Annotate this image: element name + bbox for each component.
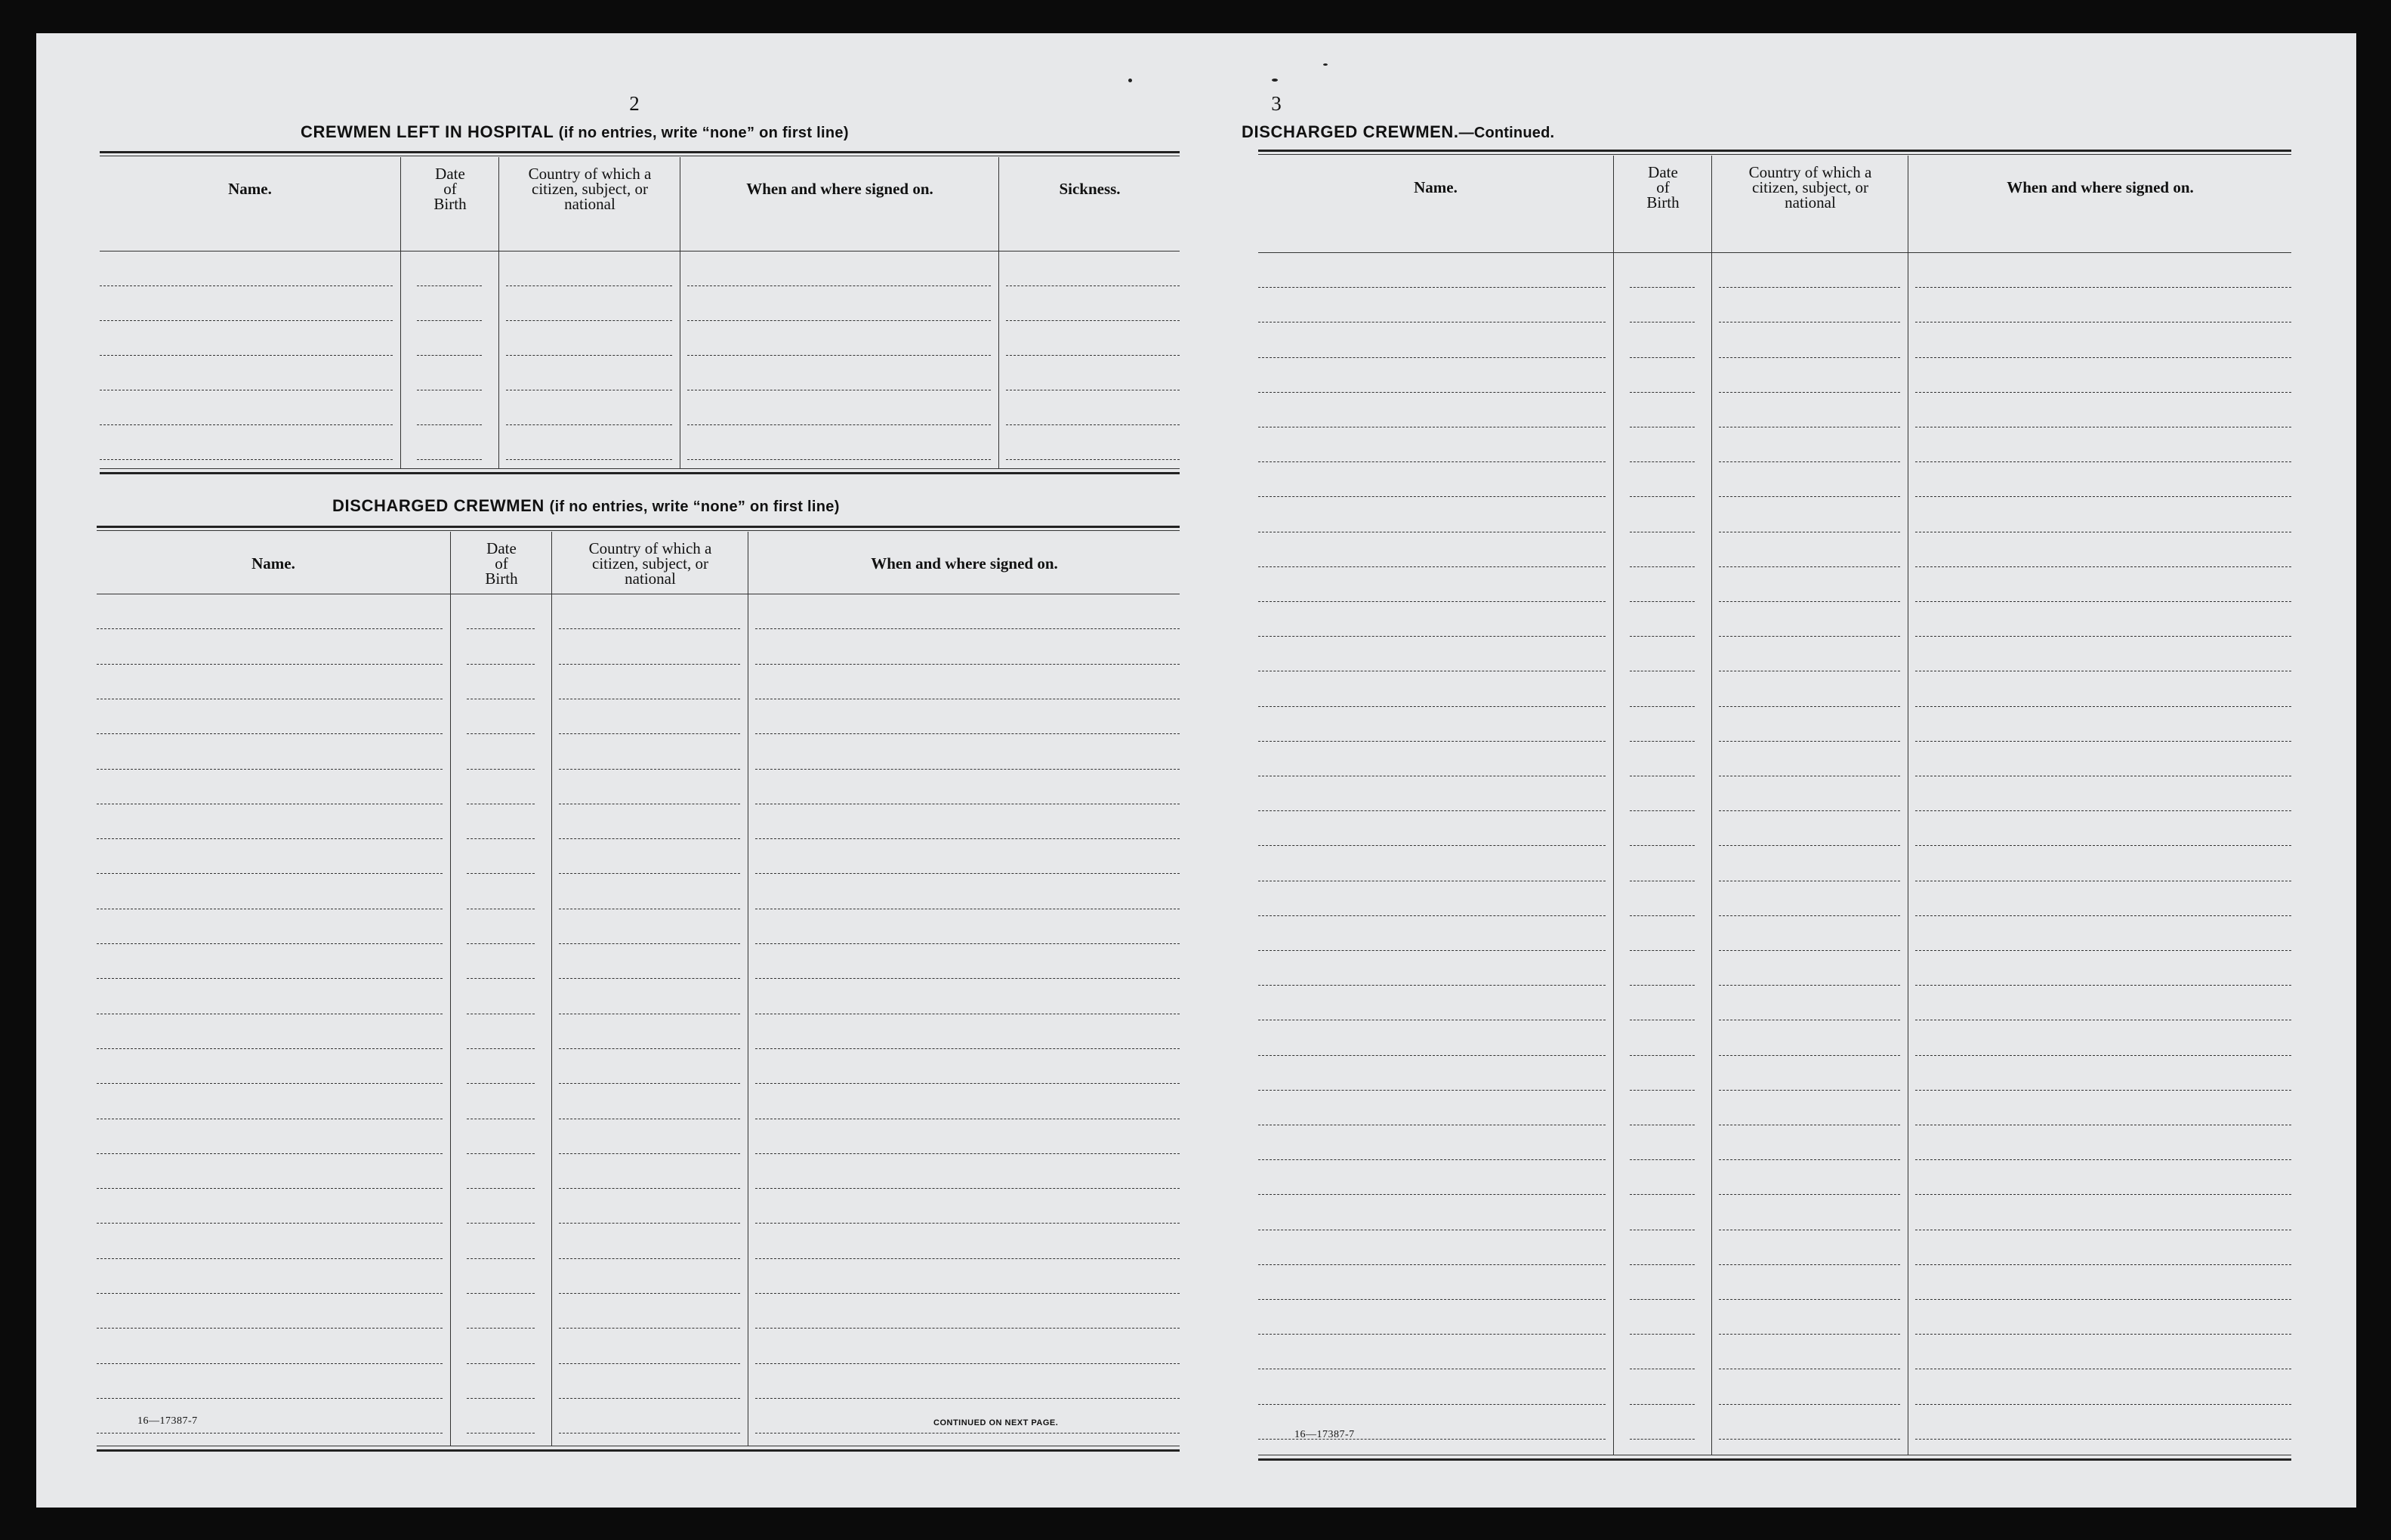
entry-line xyxy=(755,664,1180,665)
column-header-signed-on: When and where signed on. xyxy=(871,554,1058,572)
header-rule xyxy=(100,251,1180,252)
entry-line xyxy=(97,1223,443,1224)
entry-line xyxy=(1258,810,1606,811)
entry-line xyxy=(417,424,482,425)
entry-line xyxy=(1719,357,1900,358)
entry-line xyxy=(559,1328,740,1329)
entry-line xyxy=(97,1258,443,1259)
entry-line xyxy=(1630,810,1695,811)
entry-line xyxy=(97,628,443,629)
entry-line xyxy=(1258,1194,1606,1195)
entry-line xyxy=(559,978,740,979)
entry-line xyxy=(1915,636,2291,637)
entry-line xyxy=(559,1223,740,1224)
entry-line xyxy=(1630,706,1695,707)
entry-line xyxy=(1630,1439,1695,1440)
entry-line xyxy=(467,1188,535,1189)
entry-line xyxy=(1915,496,2291,497)
entry-line xyxy=(1719,287,1900,288)
entry-line xyxy=(1006,459,1180,460)
entry-line xyxy=(559,1083,740,1084)
entry-line xyxy=(97,943,443,944)
entry-line xyxy=(1719,985,1900,986)
entry-line xyxy=(755,943,1180,944)
column-header-country: Country of which a citizen, subject, or national xyxy=(528,165,652,213)
entry-line xyxy=(1915,357,2291,358)
header-rule xyxy=(1258,252,2291,253)
entry-line xyxy=(687,285,991,286)
entry-line xyxy=(1915,1264,2291,1265)
page-number: 3 xyxy=(1271,92,1282,115)
entry-line xyxy=(1258,287,1606,288)
entry-line xyxy=(467,1083,535,1084)
entry-line xyxy=(1258,636,1606,637)
entry-line xyxy=(97,733,443,734)
entry-line xyxy=(1915,950,2291,951)
entry-line xyxy=(1258,1159,1606,1160)
entry-line xyxy=(1719,950,1900,951)
continued-note: CONTINUED ON NEXT PAGE. xyxy=(933,1418,1059,1427)
column-header-sickness: Sickness. xyxy=(1059,180,1121,198)
entry-line xyxy=(97,1083,443,1084)
entry-line xyxy=(1258,1264,1606,1265)
entry-line xyxy=(100,424,393,425)
entry-line xyxy=(687,459,991,460)
entry-line xyxy=(467,1398,535,1399)
entry-line xyxy=(1006,285,1180,286)
page-number: 2 xyxy=(629,92,640,115)
entry-line xyxy=(559,1188,740,1189)
entry-line xyxy=(1719,636,1900,637)
discharged-continued-title-text: DISCHARGED CREWMEN. xyxy=(1242,122,1459,141)
entry-line xyxy=(1719,1055,1900,1056)
entry-line xyxy=(1006,320,1180,321)
column-header-name: Name. xyxy=(228,180,272,198)
entry-line xyxy=(506,285,672,286)
entry-line xyxy=(1719,322,1900,323)
entry-line xyxy=(1719,706,1900,707)
entry-line xyxy=(1719,1090,1900,1091)
entry-line xyxy=(1630,322,1695,323)
entry-line xyxy=(755,1398,1180,1399)
entry-line xyxy=(467,1433,535,1434)
entry-line xyxy=(1719,1334,1900,1335)
table-rule xyxy=(97,530,1180,531)
entry-line xyxy=(1006,424,1180,425)
entry-line xyxy=(755,769,1180,770)
entry-line xyxy=(755,1433,1180,1434)
entry-line xyxy=(1915,845,2291,846)
column-divider xyxy=(1613,156,1614,1455)
entry-line xyxy=(1258,706,1606,707)
entry-line xyxy=(1915,915,2291,916)
entry-line xyxy=(417,355,482,356)
paper-speck xyxy=(1272,79,1278,82)
entry-line xyxy=(1630,461,1695,462)
entry-line xyxy=(1915,706,2291,707)
entry-line xyxy=(1630,496,1695,497)
table-rule xyxy=(100,472,1180,474)
entry-line xyxy=(1630,985,1695,986)
column-header-name: Name. xyxy=(251,554,295,572)
column-header-dob: Date of Birth xyxy=(1646,163,1680,211)
entry-line xyxy=(1719,1439,1900,1440)
entry-line xyxy=(1719,741,1900,742)
table-rule xyxy=(1258,154,2291,155)
entry-line xyxy=(97,1153,443,1154)
entry-line xyxy=(1915,322,2291,323)
form-number: 16—17387-7 xyxy=(137,1415,198,1427)
continued-label: —Continued. xyxy=(1458,125,1555,141)
entry-line xyxy=(687,320,991,321)
column-header-country: Country of which a citizen, subject, or national xyxy=(1748,163,1872,211)
entry-line xyxy=(559,873,740,874)
right-page xyxy=(1196,33,2356,1508)
entry-line xyxy=(467,1153,535,1154)
entry-line xyxy=(1258,950,1606,951)
left-page xyxy=(36,33,1196,1508)
paper-speck xyxy=(1128,79,1132,82)
entry-line xyxy=(97,1363,443,1364)
entry-line xyxy=(100,459,393,460)
entry-line xyxy=(97,1188,443,1189)
entry-line xyxy=(1258,1299,1606,1300)
entry-line xyxy=(755,1083,1180,1084)
entry-line xyxy=(1258,392,1606,393)
column-header-country: Country of which a citizen, subject, or national xyxy=(588,539,712,588)
entry-line xyxy=(467,978,535,979)
entry-line xyxy=(467,628,535,629)
entry-line xyxy=(755,1363,1180,1364)
entry-line xyxy=(97,873,443,874)
entry-line xyxy=(1630,1404,1695,1405)
entry-line xyxy=(97,769,443,770)
entry-line xyxy=(755,1293,1180,1294)
entry-line xyxy=(1258,601,1606,602)
entry-line xyxy=(467,1258,535,1259)
discharged-section-title xyxy=(332,496,840,516)
entry-line xyxy=(1915,287,2291,288)
entry-line xyxy=(755,1223,1180,1224)
entry-line xyxy=(417,320,482,321)
entry-line xyxy=(467,1363,535,1364)
entry-line xyxy=(755,733,1180,734)
entry-line xyxy=(1630,741,1695,742)
entry-line xyxy=(1915,810,2291,811)
entry-line xyxy=(1719,1264,1900,1265)
entry-line xyxy=(559,1363,740,1364)
column-divider xyxy=(1711,156,1712,1455)
column-header-name: Name. xyxy=(1414,178,1458,196)
entry-line xyxy=(1915,1439,2291,1440)
column-divider xyxy=(400,157,401,468)
entry-line xyxy=(1915,1055,2291,1056)
entry-line xyxy=(1630,392,1695,393)
entry-line xyxy=(467,733,535,734)
entry-line xyxy=(559,733,740,734)
entry-line xyxy=(1630,845,1695,846)
entry-line xyxy=(97,664,443,665)
entry-line xyxy=(97,1328,443,1329)
hospital-title-text: CREWMEN LEFT IN HOSPITAL xyxy=(301,122,554,141)
entry-line xyxy=(1915,566,2291,567)
entry-line xyxy=(1915,1194,2291,1195)
column-divider xyxy=(450,532,451,1446)
entry-line xyxy=(1719,1159,1900,1160)
entry-line xyxy=(755,1258,1180,1259)
entry-line xyxy=(559,943,740,944)
paper-speck xyxy=(1323,63,1328,66)
entry-line xyxy=(1630,287,1695,288)
entry-line xyxy=(755,978,1180,979)
entry-line xyxy=(1258,566,1606,567)
entry-line xyxy=(97,1433,443,1434)
entry-line xyxy=(559,1293,740,1294)
entry-line xyxy=(1915,1299,2291,1300)
entry-line xyxy=(467,1048,535,1049)
entry-line xyxy=(1719,845,1900,846)
discharged-title-text: DISCHARGED CREWMEN xyxy=(332,496,545,515)
entry-line xyxy=(755,1153,1180,1154)
entry-line xyxy=(755,873,1180,874)
entry-line xyxy=(559,664,740,665)
entry-line xyxy=(97,1398,443,1399)
entry-line xyxy=(559,628,740,629)
entry-line xyxy=(467,873,535,874)
entry-line xyxy=(559,1398,740,1399)
column-divider xyxy=(998,157,999,468)
entry-line xyxy=(1630,1090,1695,1091)
entry-line xyxy=(687,355,991,356)
entry-line xyxy=(755,1048,1180,1049)
entry-line xyxy=(1719,1404,1900,1405)
entry-line xyxy=(1258,741,1606,742)
table-rule xyxy=(100,151,1180,153)
hospital-instruction: (if no entries, write “none” on first line) xyxy=(558,125,849,141)
entry-line xyxy=(1630,601,1695,602)
table-rule xyxy=(1258,1458,2291,1461)
entry-line xyxy=(755,628,1180,629)
entry-line xyxy=(417,459,482,460)
entry-line xyxy=(1915,985,2291,986)
hospital-section-title xyxy=(301,122,849,142)
entry-line xyxy=(1630,357,1695,358)
discharged-continued-title xyxy=(1242,122,1554,142)
entry-line xyxy=(97,838,443,839)
entry-line xyxy=(467,838,535,839)
entry-line xyxy=(1915,741,2291,742)
entry-line xyxy=(1719,601,1900,602)
entry-line xyxy=(506,355,672,356)
entry-line xyxy=(1006,355,1180,356)
entry-line xyxy=(506,424,672,425)
column-header-dob: Date of Birth xyxy=(485,539,518,588)
entry-line xyxy=(1719,1194,1900,1195)
entry-line xyxy=(1915,1404,2291,1405)
entry-line xyxy=(1258,1404,1606,1405)
entry-line xyxy=(1630,1055,1695,1056)
entry-line xyxy=(1719,566,1900,567)
entry-line xyxy=(1630,1159,1695,1160)
entry-line xyxy=(506,459,672,460)
entry-line xyxy=(417,285,482,286)
entry-line xyxy=(1915,1334,2291,1335)
entry-line xyxy=(467,1223,535,1224)
entry-line xyxy=(1258,985,1606,986)
column-header-dob: Date of Birth xyxy=(433,165,467,213)
entry-line xyxy=(1630,566,1695,567)
entry-line xyxy=(1915,601,2291,602)
entry-line xyxy=(559,1258,740,1259)
form-number: 16—17387-7 xyxy=(1294,1429,1355,1440)
entry-line xyxy=(1915,392,2291,393)
column-divider xyxy=(551,532,552,1446)
entry-line xyxy=(687,424,991,425)
entry-line xyxy=(1719,1299,1900,1300)
entry-line xyxy=(559,1153,740,1154)
entry-line xyxy=(755,1328,1180,1329)
entry-line xyxy=(1258,915,1606,916)
discharged-table xyxy=(97,526,1180,1449)
entry-line xyxy=(559,1433,740,1434)
entry-line xyxy=(467,1328,535,1329)
entry-line xyxy=(97,978,443,979)
entry-line xyxy=(1915,461,2291,462)
entry-line xyxy=(1258,1055,1606,1056)
discharged-continued-table xyxy=(1258,150,2291,1462)
entry-line xyxy=(97,1293,443,1294)
entry-line xyxy=(1258,357,1606,358)
entry-line xyxy=(755,838,1180,839)
column-divider xyxy=(498,157,499,468)
entry-line xyxy=(1258,845,1606,846)
entry-line xyxy=(559,1048,740,1049)
entry-line xyxy=(467,943,535,944)
table-rule xyxy=(97,1449,1180,1452)
entry-line xyxy=(100,285,393,286)
entry-line xyxy=(1630,915,1695,916)
entry-line xyxy=(559,838,740,839)
entry-line xyxy=(467,769,535,770)
entry-line xyxy=(1258,322,1606,323)
entry-line xyxy=(1258,1334,1606,1335)
column-header-signed-on: When and where signed on. xyxy=(746,180,933,198)
entry-line xyxy=(467,664,535,665)
entry-line xyxy=(1630,1264,1695,1265)
table-rule xyxy=(97,526,1180,528)
entry-line xyxy=(1258,496,1606,497)
entry-line xyxy=(100,320,393,321)
entry-line xyxy=(1915,1159,2291,1160)
entry-line xyxy=(100,355,393,356)
entry-line xyxy=(1258,1090,1606,1091)
entry-line xyxy=(1630,1299,1695,1300)
entry-line xyxy=(1719,810,1900,811)
hospital-table xyxy=(100,151,1180,476)
entry-line xyxy=(1630,950,1695,951)
entry-line xyxy=(1630,1334,1695,1335)
entry-line xyxy=(467,1293,535,1294)
entry-line xyxy=(1719,461,1900,462)
entry-line xyxy=(1630,1194,1695,1195)
entry-line xyxy=(1719,392,1900,393)
entry-line xyxy=(1258,461,1606,462)
discharged-instruction: (if no entries, write “none” on first line) xyxy=(549,498,840,515)
entry-line xyxy=(1719,915,1900,916)
entry-line xyxy=(1915,1090,2291,1091)
column-header-signed-on: When and where signed on. xyxy=(2007,178,2194,196)
ledger-sheet xyxy=(36,33,2356,1508)
entry-line xyxy=(559,769,740,770)
table-rule xyxy=(100,468,1180,469)
entry-line xyxy=(755,1188,1180,1189)
table-rule xyxy=(1258,150,2291,152)
entry-line xyxy=(1719,496,1900,497)
entry-line xyxy=(97,1048,443,1049)
entry-line xyxy=(1630,636,1695,637)
entry-line xyxy=(506,320,672,321)
